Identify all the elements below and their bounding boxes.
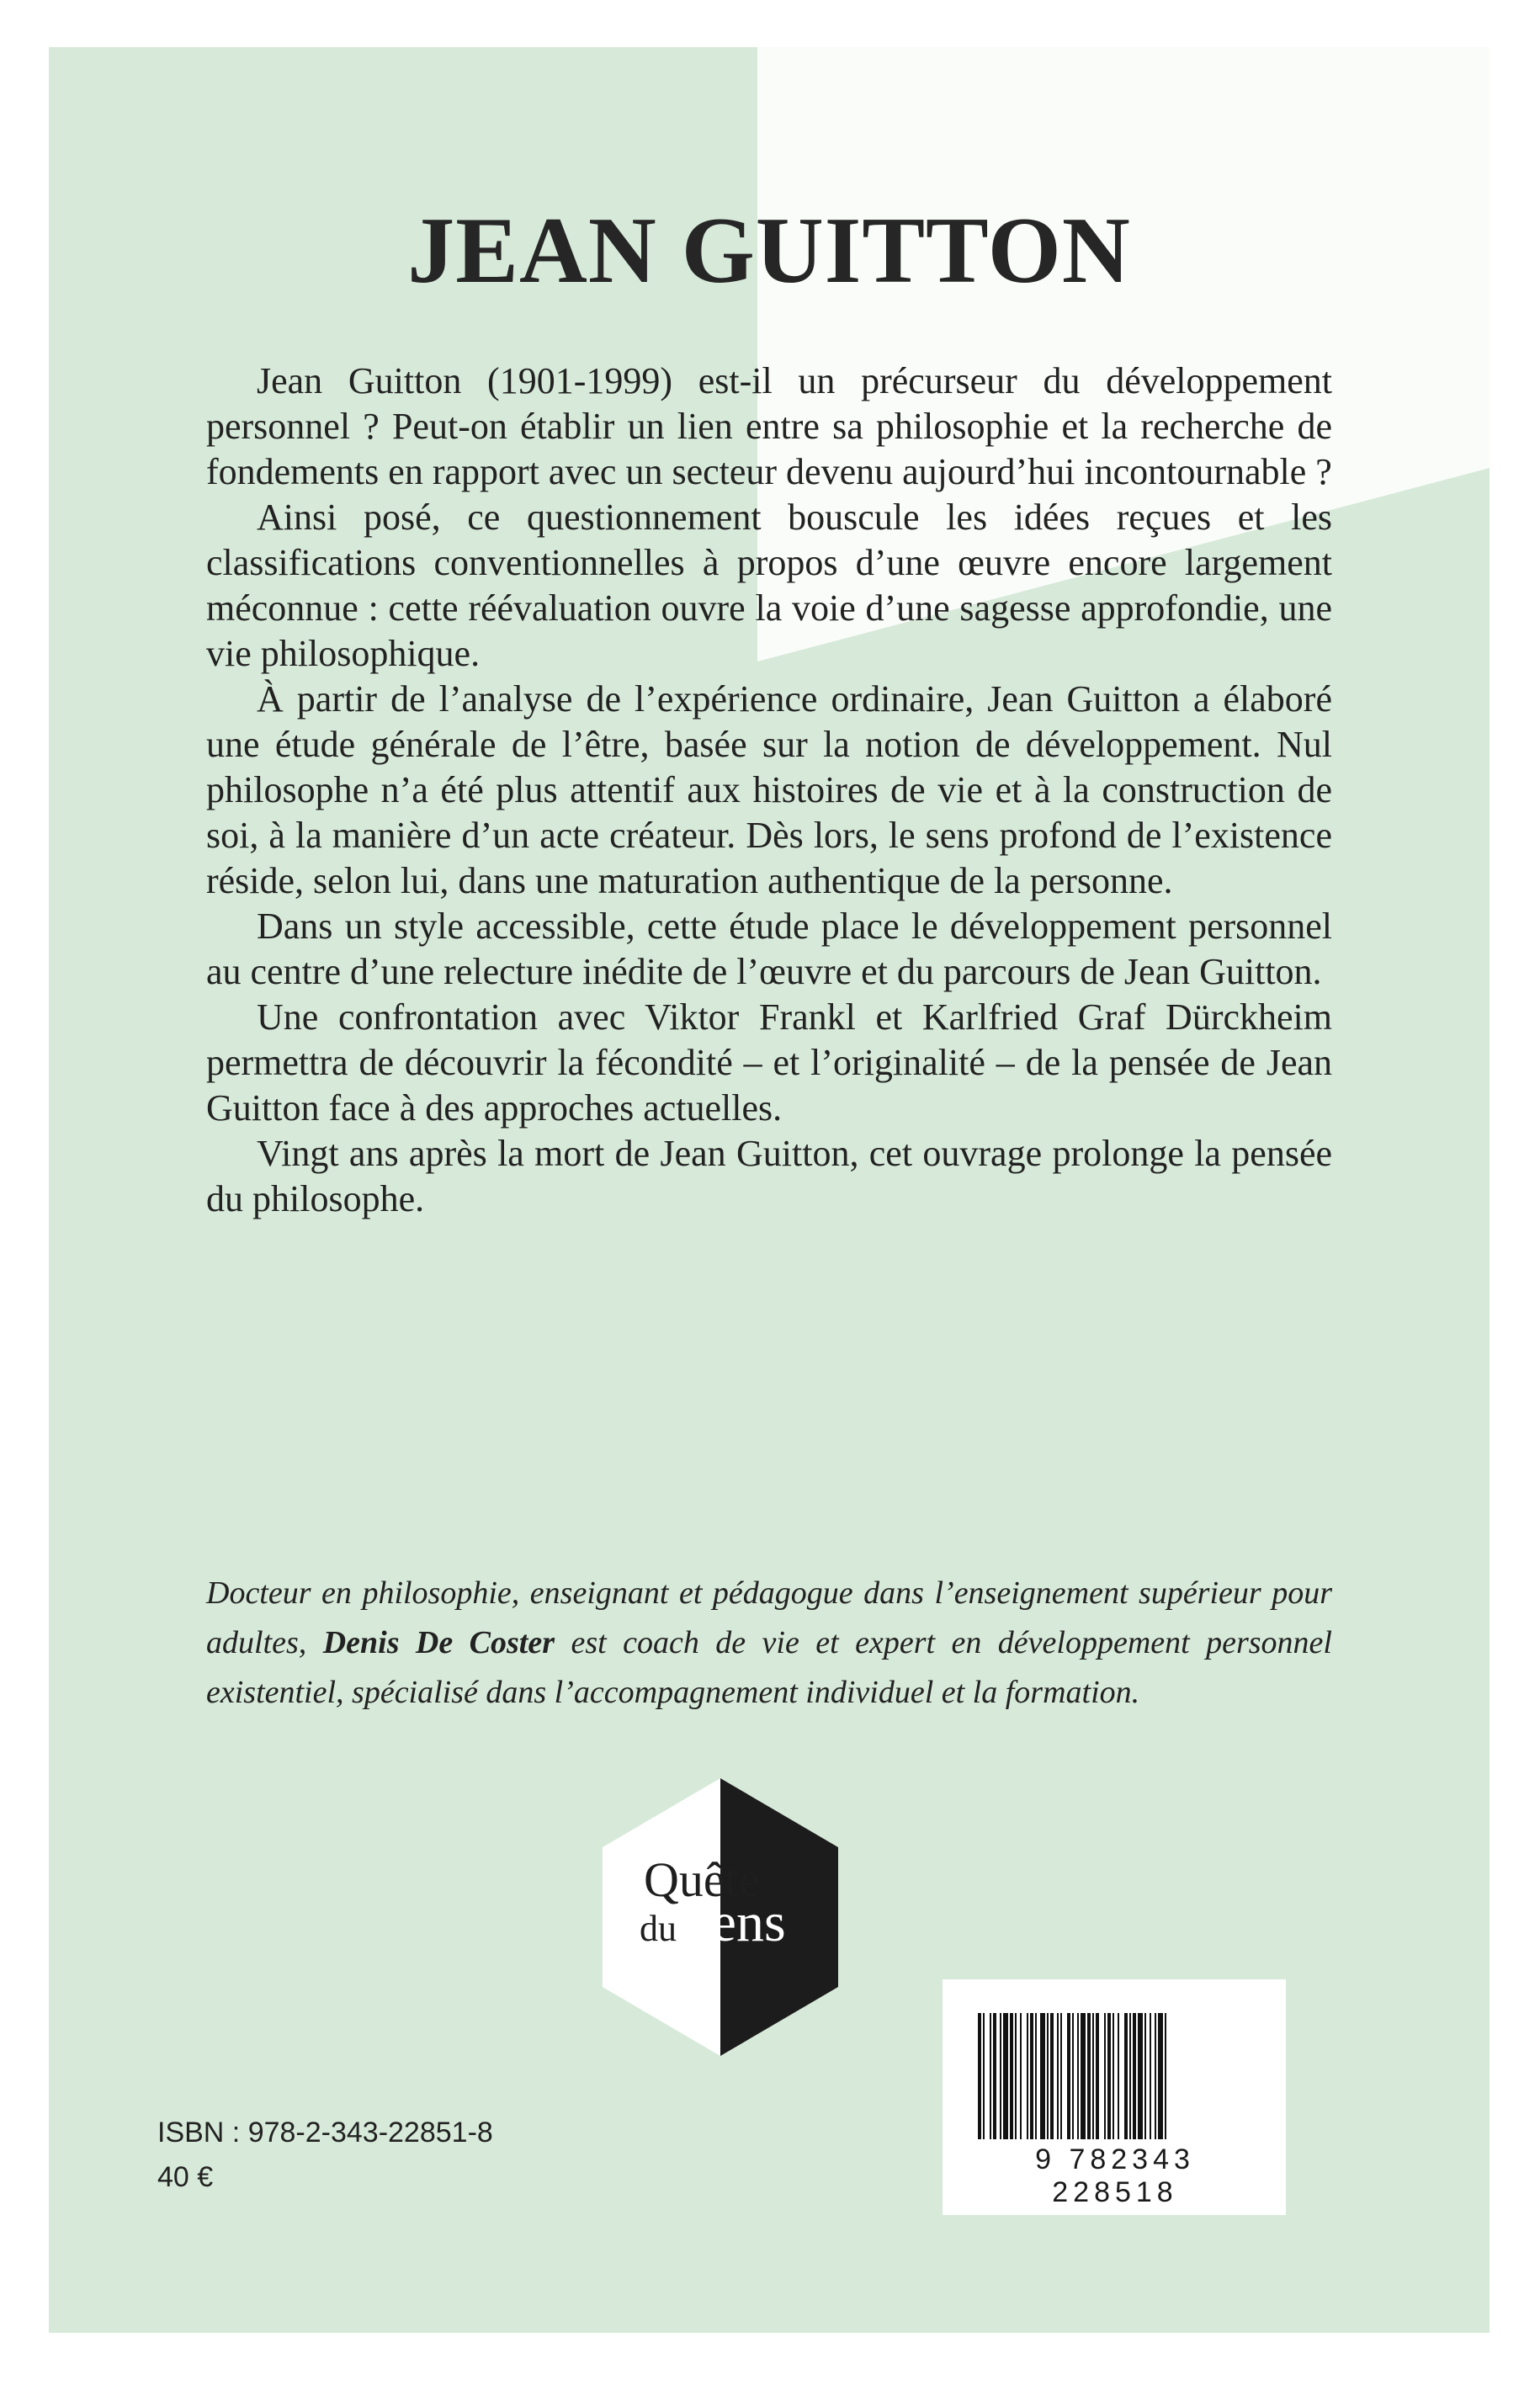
price-label: 40 €	[157, 2161, 214, 2193]
blurb-paragraph: Ainsi posé, ce questionnement bouscule les idées reçues et les classifications conventionnelles à propos d’une œuvre encore largement méconnue : cette réévaluation ouvre la voie d’une sagesse approfondie, une vie philosophique.	[206, 497, 1332, 674]
bio-text: est coach de vie et expert en développement personnel existentiel, spécialisé dans l’accompagnement individuel et la formation.	[206, 1625, 1332, 1710]
blurb-paragraph: À partir de l’analyse de l’expérience ordinaire, Jean Guitton a élaboré une étude générale de l’être, basée sur la notion de développement. Nul philosophe n’a été plus attentif aux histoires de vie et à la construction de soi, à la manière d’un acte créateur. Dès lors, le sens profond de l’existence réside, selon lui, dans une maturation authentique de la personne.	[206, 678, 1332, 901]
book-title: JEAN GUITTON	[407, 199, 1131, 303]
author-bio	[206, 1569, 1332, 1718]
barcode	[943, 1979, 1286, 2215]
logo-text-sens: sens	[690, 1892, 786, 1953]
logo-text-du: du	[640, 1908, 677, 1949]
barcode-bars	[976, 2013, 1252, 2139]
blurb-paragraph: Une confrontation avec Viktor Frankl et Karlfried Graf Dürckheim permettra de découvrir la fécondité – et l’originalité – de la pensée de Jean Guitton face à des approches actuelles.	[206, 996, 1332, 1129]
isbn-label: ISBN : 978-2-343-22851-8	[157, 2117, 493, 2149]
bio-text: Docteur en philosophie, enseignant et pédagogue dans l’enseignement supérieur pour adultes,	[206, 1575, 1332, 1660]
blurb-paragraph: Jean Guitton (1901-1999) est-il un précurseur du développement personnel ? Peut-on établir un lien entre sa philosophie et la recherche de fondements en rapport avec un secteur devenu aujourd’hui incontournable ?	[206, 360, 1332, 492]
author-name: Denis De Coster	[322, 1625, 555, 1660]
blurb-paragraph: Dans un style accessible, cette étude place le développement personnel au centre d’une relecture inédite de l’œuvre et du parcours de Jean Guitton.	[206, 906, 1332, 992]
blurb-paragraph: Vingt ans après la mort de Jean Guitton, cet ouvrage prolonge la pensée du philosophe.	[206, 1133, 1332, 1219]
blurb-text	[206, 359, 1332, 1222]
logo-text-quete: Quête	[644, 1852, 761, 1907]
barcode-digits: 9 782343 228518	[1035, 2143, 1195, 2208]
